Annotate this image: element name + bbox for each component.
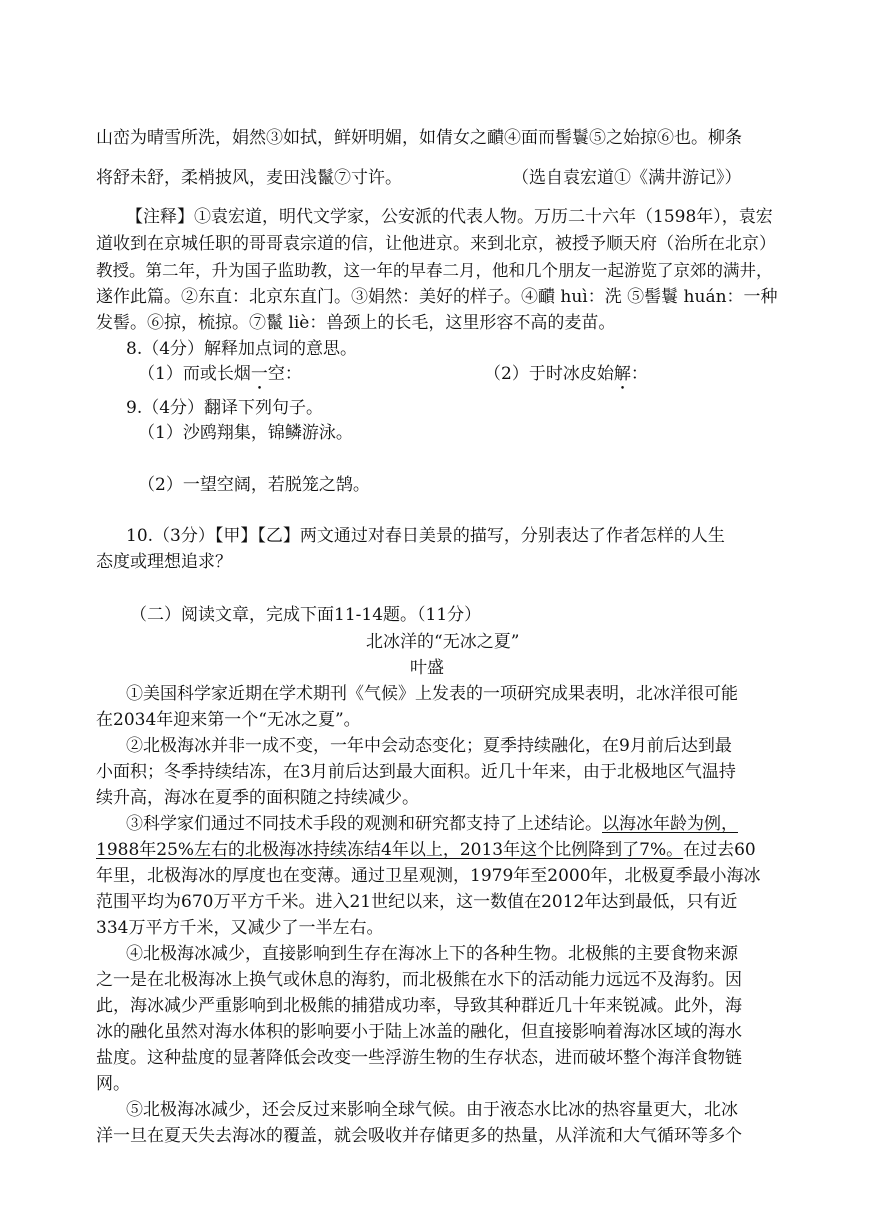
notes-line: 道收到在京城任职的哥哥袁宗道的信，让他进京。来到北京，被授予顺天府（治所在北京）	[96, 234, 776, 254]
article-line: ⑤北极海冰减少，还会反过来影响全球气候。由于液态水比冰的热容量更大，北冰	[126, 1100, 738, 1120]
article-author: 叶盛	[410, 658, 444, 678]
article-line: 之一是在北极海冰上换气或休息的海豹，而北极熊在水下的活动能力远远不及海豹。因	[96, 970, 742, 990]
question-10-line: 态度或理想追求？	[96, 552, 232, 572]
notes-line: 发髻。⑥掠，梳掠。⑦鬣 liè：兽颈上的长毛，这里形容不高的麦苗。	[96, 313, 616, 333]
article-line: 范围平均为670万平方千米。进入21世纪以来，这一数值在2012年达到最低，只有近	[96, 892, 738, 912]
article-line: 续升高，海冰在夏季的面积随之持续减少。	[96, 788, 419, 808]
notes-line: 教授。第二年，升为国子监助教，这一年的早春二月，他和几个朋友一起游览了京郊的满井，	[96, 261, 773, 280]
notes-line: 遂作此篇。②东直：北京东直门。③娟然：美好的样子。④靧 huì：洗 ⑤髻鬟 huán：一种	[96, 287, 778, 307]
question-8-item-2: （2）于时冰皮始解：	[484, 364, 648, 384]
article-title: 北冰洋的“无冰之夏”	[366, 632, 520, 652]
article-line: 洋一旦在夏天失去海冰的覆盖，就会吸收并存储更多的热量，从洋流和大气循环等多个	[96, 1126, 742, 1146]
article-line: 334万平方千米，又减少了一半左右。	[96, 918, 384, 938]
article-line: 盐度。这种盐度的显著降低会改变一些浮游生物的生存状态，进而破坏整个海洋食物链	[96, 1048, 742, 1068]
article-line: ①美国科学家近期在学术期刊《气候》上发表的一项研究成果表明，北冰洋很可能	[126, 684, 738, 704]
passage-line: 山峦为晴雪所洗，娟然③如拭，鲜妍明媚，如倩女之靧④面而髻鬟⑤之始掠⑥也。柳条	[96, 128, 742, 148]
article-line: 此，海冰减少严重影响到北极熊的捕猎成功率，导致其种群近几十年来锐减。此外，海	[96, 996, 742, 1016]
article-line: 网。	[96, 1074, 130, 1094]
question-10-line: 10.（3分）【甲】【乙】两文通过对春日美景的描写，分别表达了作者怎样的人生	[126, 526, 725, 546]
underlined-sentence: 以海冰年龄为例，	[602, 814, 738, 834]
notes-line: 【注释】①袁宏道，明代文学家，公安派的代表人物。万历二十六年（1598年），袁宏	[126, 207, 773, 227]
underlined-sentence: 1988年25%左右的北极海冰持续冻结4年以上，2013年这个比例降到了7%。	[96, 840, 684, 860]
question-8-stem: 8.（4分）解释加点词的意思。	[126, 339, 358, 359]
passage-line: 将舒未舒，柔梢披风，麦田浅鬣⑦寸许。	[96, 168, 402, 188]
article-line: 冰的融化虽然对海水体积的影响要小于陆上冰盖的融化，但直接影响着海冰区域的海水	[96, 1022, 742, 1042]
question-9-stem: 9.（4分）翻译下列句子。	[126, 398, 324, 418]
article-line: 在2034年迎来第一个“无冰之夏”。	[96, 710, 361, 730]
question-9-item-2: （2）一望空阔，若脱笼之鹄。	[138, 475, 370, 495]
article-line: 小面积；冬季持续结冻，在3月前后达到最大面积。近几十年来，由于北极地区气温持	[96, 762, 736, 782]
question-8-item-1: （1）而或长烟一空：	[138, 364, 302, 384]
article-line: ②北极海冰并非一成不变，一年中会动态变化；夏季持续融化，在9月前后达到最	[126, 736, 732, 756]
article-line: 1988年25%左右的北极海冰持续冻结4年以上，2013年这个比例降到了7%。在过去60	[96, 840, 756, 860]
question-9-item-1: （1）沙鸥翔集，锦鳞游泳。	[138, 423, 353, 443]
passage-source: （选自袁宏道①《满井游记》）	[512, 168, 742, 188]
article-line: ③科学家们通过不同技术手段的观测和研究都支持了上述结论。以海冰年龄为例，	[126, 814, 738, 834]
article-line: 年里，北极海冰的厚度也在变薄。通过卫星观测，1979年至2000年，北极夏季最小海冰	[96, 866, 761, 886]
section-heading: （二）阅读文章，完成下面11-14题。（11分）	[130, 605, 482, 625]
article-line: ④北极海冰减少，直接影响到生存在海冰上下的各种生物。北极熊的主要食物来源	[126, 944, 738, 964]
